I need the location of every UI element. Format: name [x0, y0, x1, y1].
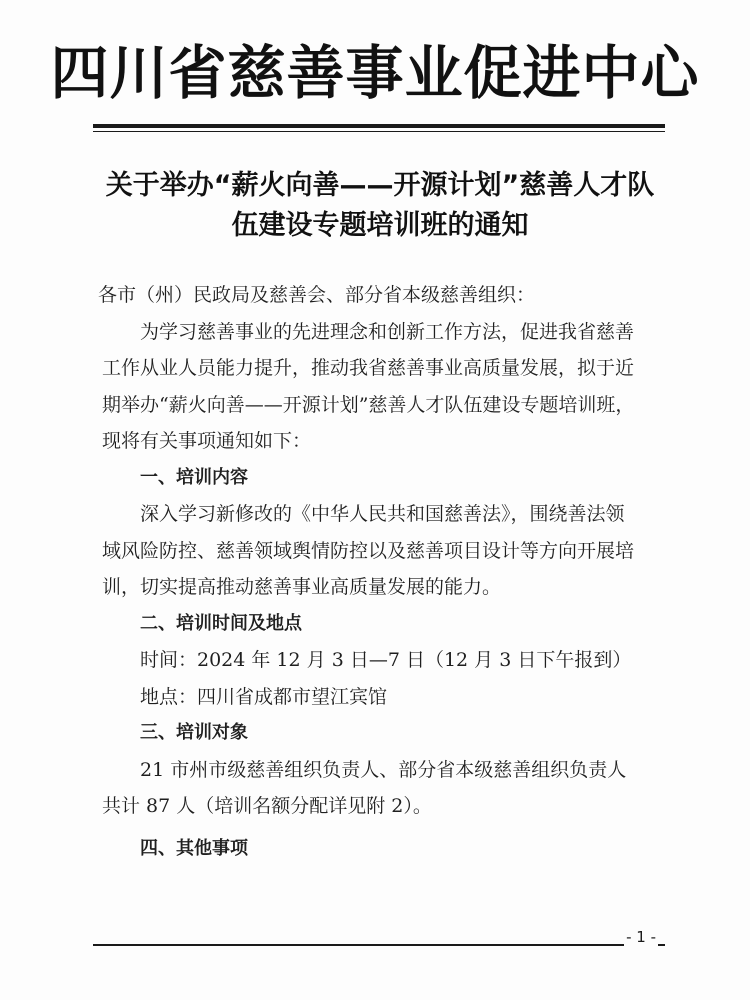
intro-line-4: 现将有关事项通知如下： — [102, 430, 312, 452]
section-heading-content: 一、培训内容 — [140, 466, 248, 488]
section-content-paragraph — [102, 496, 662, 606]
section1-line-2: 域风险防控、慈善领域舆情防控以及慈善项目设计等方向开展培 — [102, 539, 635, 562]
section1-line-3: 训，切实提高推动慈善事业高质量发展的能力。 — [102, 576, 502, 598]
intro-line-1: 为学习慈善事业的先进理念和创新工作方法，促进我省慈善 — [140, 320, 635, 343]
letterhead-title: 四川省慈善事业促进中心 — [50, 39, 700, 107]
training-time: 时间：2024 年 12 月 3 日—7 日（12 月 3 日下午报到） — [140, 649, 632, 671]
intro-paragraph — [102, 314, 662, 460]
participants-paragraph — [102, 752, 662, 825]
page-number: - 1 - — [626, 928, 656, 946]
section-heading-other: 四、其他事项 — [140, 837, 248, 859]
section-heading-participants: 三、培训对象 — [140, 722, 248, 743]
document-title — [90, 166, 670, 246]
document-body — [98, 277, 662, 867]
salutation: 各市（州）民政局及慈善会、部分省本级慈善组织： — [98, 284, 536, 306]
intro-line-3: 期举办“薪火向善——开源计划”慈善人才队伍建设专题培训班， — [102, 393, 635, 416]
letterhead-rule-thick — [93, 124, 665, 128]
section-heading-time-place: 二、培训时间及地点 — [140, 612, 302, 634]
document-title-line-1: 关于举办“薪火向善——开源计划”慈善人才队 — [105, 170, 655, 201]
intro-line-2: 工作从业人员能力提升，推动我省慈善事业高质量发展，拟于近 — [102, 357, 635, 379]
letterhead-rule-thin — [93, 131, 665, 132]
footer-rule — [93, 944, 665, 946]
section3-line-1: 21 市州市级慈善组织负责人、部分省本级慈善组织负责人 — [140, 758, 627, 781]
section3-line-2: 共计 87 人（培训名额分配详见附 2）。 — [102, 795, 432, 817]
training-place: 地点：四川省成都市望江宾馆 — [140, 685, 388, 708]
document-title-line-2: 伍建设专题培训班的通知 — [231, 210, 529, 241]
section1-line-1: 深入学习新修改的《中华人民共和国慈善法》，围绕善法领 — [140, 503, 625, 525]
